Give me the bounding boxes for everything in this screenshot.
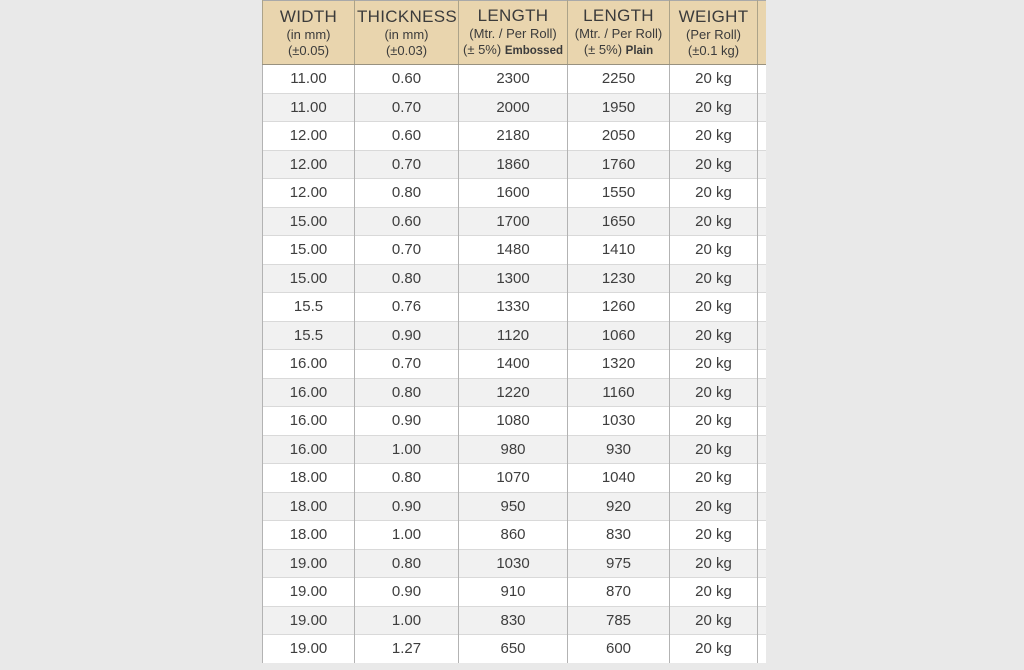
- table-cell: 20 kg: [670, 321, 758, 350]
- table-row: [263, 122, 767, 151]
- col-title: WEIGHT: [678, 6, 749, 26]
- table-cell: 0.70: [355, 350, 459, 379]
- table-cell: 20 kg: [670, 378, 758, 407]
- table-cell: 0.90: [355, 321, 459, 350]
- table-cell: 19.00: [263, 549, 355, 578]
- table-row: [263, 293, 767, 322]
- table-cell: 15.5: [263, 293, 355, 322]
- table-cell: 19.00: [263, 578, 355, 607]
- table-row: [263, 350, 767, 379]
- table-cell: 2000: [459, 93, 568, 122]
- col-subtitle: (in mm): [384, 26, 429, 42]
- table-cell: 20 kg: [670, 122, 758, 151]
- table-row: [263, 464, 767, 493]
- table-cell: 1040: [568, 464, 670, 493]
- table-cell-clipped: [758, 350, 767, 379]
- table-cell: 20 kg: [670, 435, 758, 464]
- table-row: [263, 407, 767, 436]
- table-cell: 1080: [459, 407, 568, 436]
- table-cell: 0.76: [355, 293, 459, 322]
- table-cell: 1060: [568, 321, 670, 350]
- table-cell: 975: [568, 549, 670, 578]
- col-tolerance: (± 5%) Embossed: [463, 42, 563, 57]
- table-cell: 20 kg: [670, 407, 758, 436]
- table-row: [263, 606, 767, 635]
- table-cell: 1400: [459, 350, 568, 379]
- table-cell-clipped: [758, 407, 767, 436]
- table-cell: 11.00: [263, 93, 355, 122]
- table-cell-clipped: [758, 549, 767, 578]
- table-cell: 19.00: [263, 635, 355, 664]
- col-subtitle: (Per Roll): [686, 26, 741, 42]
- table-cell: 0.70: [355, 236, 459, 265]
- col-subtitle: (Mtr. / Per Roll): [469, 26, 557, 41]
- table-cell: 16.00: [263, 350, 355, 379]
- table-row: [263, 207, 767, 236]
- table-cell: 0.80: [355, 549, 459, 578]
- table-cell: 20 kg: [670, 350, 758, 379]
- table-cell: 1480: [459, 236, 568, 265]
- col-header-length-embossed: [459, 1, 568, 65]
- table-row: [263, 549, 767, 578]
- col-tolerance: (± 5%) Plain: [583, 42, 654, 57]
- col-variant-label: Embossed: [504, 45, 563, 57]
- table-cell: 15.00: [263, 264, 355, 293]
- table-row: [263, 321, 767, 350]
- table-cell-clipped: [758, 207, 767, 236]
- table-cell: 1030: [568, 407, 670, 436]
- table-cell: 980: [459, 435, 568, 464]
- table-cell: 20 kg: [670, 236, 758, 265]
- table-cell: 950: [459, 492, 568, 521]
- spec-table: [262, 0, 766, 663]
- table-cell: 1120: [459, 321, 568, 350]
- table-cell: 910: [459, 578, 568, 607]
- table-cell: 18.00: [263, 492, 355, 521]
- table-cell: 2300: [459, 65, 568, 94]
- col-header-clipped: [758, 1, 767, 65]
- table-cell-clipped: [758, 150, 767, 179]
- table-cell: 0.90: [355, 578, 459, 607]
- table-cell: 830: [459, 606, 568, 635]
- table-cell-clipped: [758, 321, 767, 350]
- table-cell: 0.70: [355, 93, 459, 122]
- table-cell: 860: [459, 521, 568, 550]
- table-cell: 1260: [568, 293, 670, 322]
- table-cell-clipped: [758, 578, 767, 607]
- table-header: [263, 1, 767, 65]
- table-cell: 1410: [568, 236, 670, 265]
- col-title: WIDTH: [279, 6, 338, 26]
- table-cell: 0.80: [355, 179, 459, 208]
- table-cell: 1320: [568, 350, 670, 379]
- col-title: THICKNESS: [357, 6, 457, 26]
- table-cell: 15.5: [263, 321, 355, 350]
- table-row: [263, 93, 767, 122]
- table-row: [263, 179, 767, 208]
- table-cell-clipped: [758, 65, 767, 94]
- table-cell: 1.00: [355, 521, 459, 550]
- table-cell-clipped: [758, 93, 767, 122]
- table-row: [263, 378, 767, 407]
- col-variant-label: Plain: [625, 45, 654, 57]
- table-cell: 1.27: [355, 635, 459, 664]
- table-cell: 20 kg: [670, 65, 758, 94]
- table-cell-clipped: [758, 236, 767, 265]
- table-cell: 12.00: [263, 150, 355, 179]
- table-row: [263, 65, 767, 94]
- table-cell: 1550: [568, 179, 670, 208]
- table-cell: 11.00: [263, 65, 355, 94]
- table-cell: 0.90: [355, 492, 459, 521]
- table-row: [263, 521, 767, 550]
- table-cell: 19.00: [263, 606, 355, 635]
- table-cell: 1700: [459, 207, 568, 236]
- table-cell-clipped: [758, 435, 767, 464]
- table-cell: 20 kg: [670, 207, 758, 236]
- col-title: LENGTH: [583, 6, 654, 25]
- table-cell: 0.60: [355, 207, 459, 236]
- table-cell: 2180: [459, 122, 568, 151]
- table-cell: 0.90: [355, 407, 459, 436]
- table-row: [263, 492, 767, 521]
- table-cell: 15.00: [263, 236, 355, 265]
- table-cell: 1860: [459, 150, 568, 179]
- table-cell: 1650: [568, 207, 670, 236]
- table-cell: 920: [568, 492, 670, 521]
- table-cell: 20 kg: [670, 606, 758, 635]
- table-header-row: [263, 1, 767, 65]
- table-cell: 2050: [568, 122, 670, 151]
- table-row: [263, 578, 767, 607]
- table-cell-clipped: [758, 606, 767, 635]
- col-tolerance: (±0.05): [287, 42, 330, 58]
- table-cell: 1330: [459, 293, 568, 322]
- table-cell: 0.60: [355, 65, 459, 94]
- table-cell: 1160: [568, 378, 670, 407]
- table-cell: 20 kg: [670, 150, 758, 179]
- col-tolerance: (±0.1 kg): [687, 42, 740, 58]
- table-cell: 16.00: [263, 378, 355, 407]
- table-cell: 16.00: [263, 407, 355, 436]
- table-row: [263, 236, 767, 265]
- table-cell: 20 kg: [670, 549, 758, 578]
- table-cell-clipped: [758, 179, 767, 208]
- table-cell: 1300: [459, 264, 568, 293]
- table-cell: 650: [459, 635, 568, 664]
- table-cell: 20 kg: [670, 179, 758, 208]
- table-cell: 1950: [568, 93, 670, 122]
- table-cell-clipped: [758, 635, 767, 664]
- table-cell-clipped: [758, 378, 767, 407]
- col-header-width: [263, 1, 355, 65]
- table-cell: 16.00: [263, 435, 355, 464]
- table-cell: 1760: [568, 150, 670, 179]
- table-row: [263, 635, 767, 664]
- col-tolerance: (±0.03): [385, 42, 428, 58]
- spec-table-viewport: [262, 0, 766, 663]
- table-row: [263, 150, 767, 179]
- table-cell: 20 kg: [670, 492, 758, 521]
- table-cell: 785: [568, 606, 670, 635]
- table-cell: 18.00: [263, 521, 355, 550]
- table-cell: 1.00: [355, 435, 459, 464]
- table-cell-clipped: [758, 122, 767, 151]
- table-cell: 1070: [459, 464, 568, 493]
- col-subtitle: (Mtr. / Per Roll): [574, 26, 663, 41]
- table-cell: 0.80: [355, 264, 459, 293]
- col-subtitle: (in mm): [286, 26, 331, 42]
- table-cell: 15.00: [263, 207, 355, 236]
- table-cell: 1600: [459, 179, 568, 208]
- col-header-thickness: [355, 1, 459, 65]
- table-cell: 20 kg: [670, 635, 758, 664]
- table-cell-clipped: [758, 464, 767, 493]
- table-cell: 20 kg: [670, 264, 758, 293]
- table-cell-clipped: [758, 492, 767, 521]
- table-cell: 20 kg: [670, 293, 758, 322]
- col-header-length-plain: [568, 1, 670, 65]
- table-cell-clipped: [758, 521, 767, 550]
- table-cell: 1030: [459, 549, 568, 578]
- table-cell: 0.60: [355, 122, 459, 151]
- table-cell: 18.00: [263, 464, 355, 493]
- table-cell: 20 kg: [670, 578, 758, 607]
- table-cell: 1220: [459, 378, 568, 407]
- table-cell: 12.00: [263, 179, 355, 208]
- table-cell: 20 kg: [670, 464, 758, 493]
- table-cell: 20 kg: [670, 93, 758, 122]
- col-header-weight: [670, 1, 758, 65]
- table-cell-clipped: [758, 293, 767, 322]
- table-cell: 0.80: [355, 378, 459, 407]
- table-cell: 600: [568, 635, 670, 664]
- table-cell: 1.00: [355, 606, 459, 635]
- table-cell: 930: [568, 435, 670, 464]
- table-cell-clipped: [758, 264, 767, 293]
- table-cell: 20 kg: [670, 521, 758, 550]
- col-title: LENGTH: [477, 6, 549, 25]
- table-cell: 870: [568, 578, 670, 607]
- table-body: [263, 65, 767, 664]
- table-cell: 830: [568, 521, 670, 550]
- table-cell: 0.80: [355, 464, 459, 493]
- table-cell: 1230: [568, 264, 670, 293]
- table-cell: 0.70: [355, 150, 459, 179]
- table-cell: 2250: [568, 65, 670, 94]
- table-row: [263, 435, 767, 464]
- table-row: [263, 264, 767, 293]
- table-cell: 12.00: [263, 122, 355, 151]
